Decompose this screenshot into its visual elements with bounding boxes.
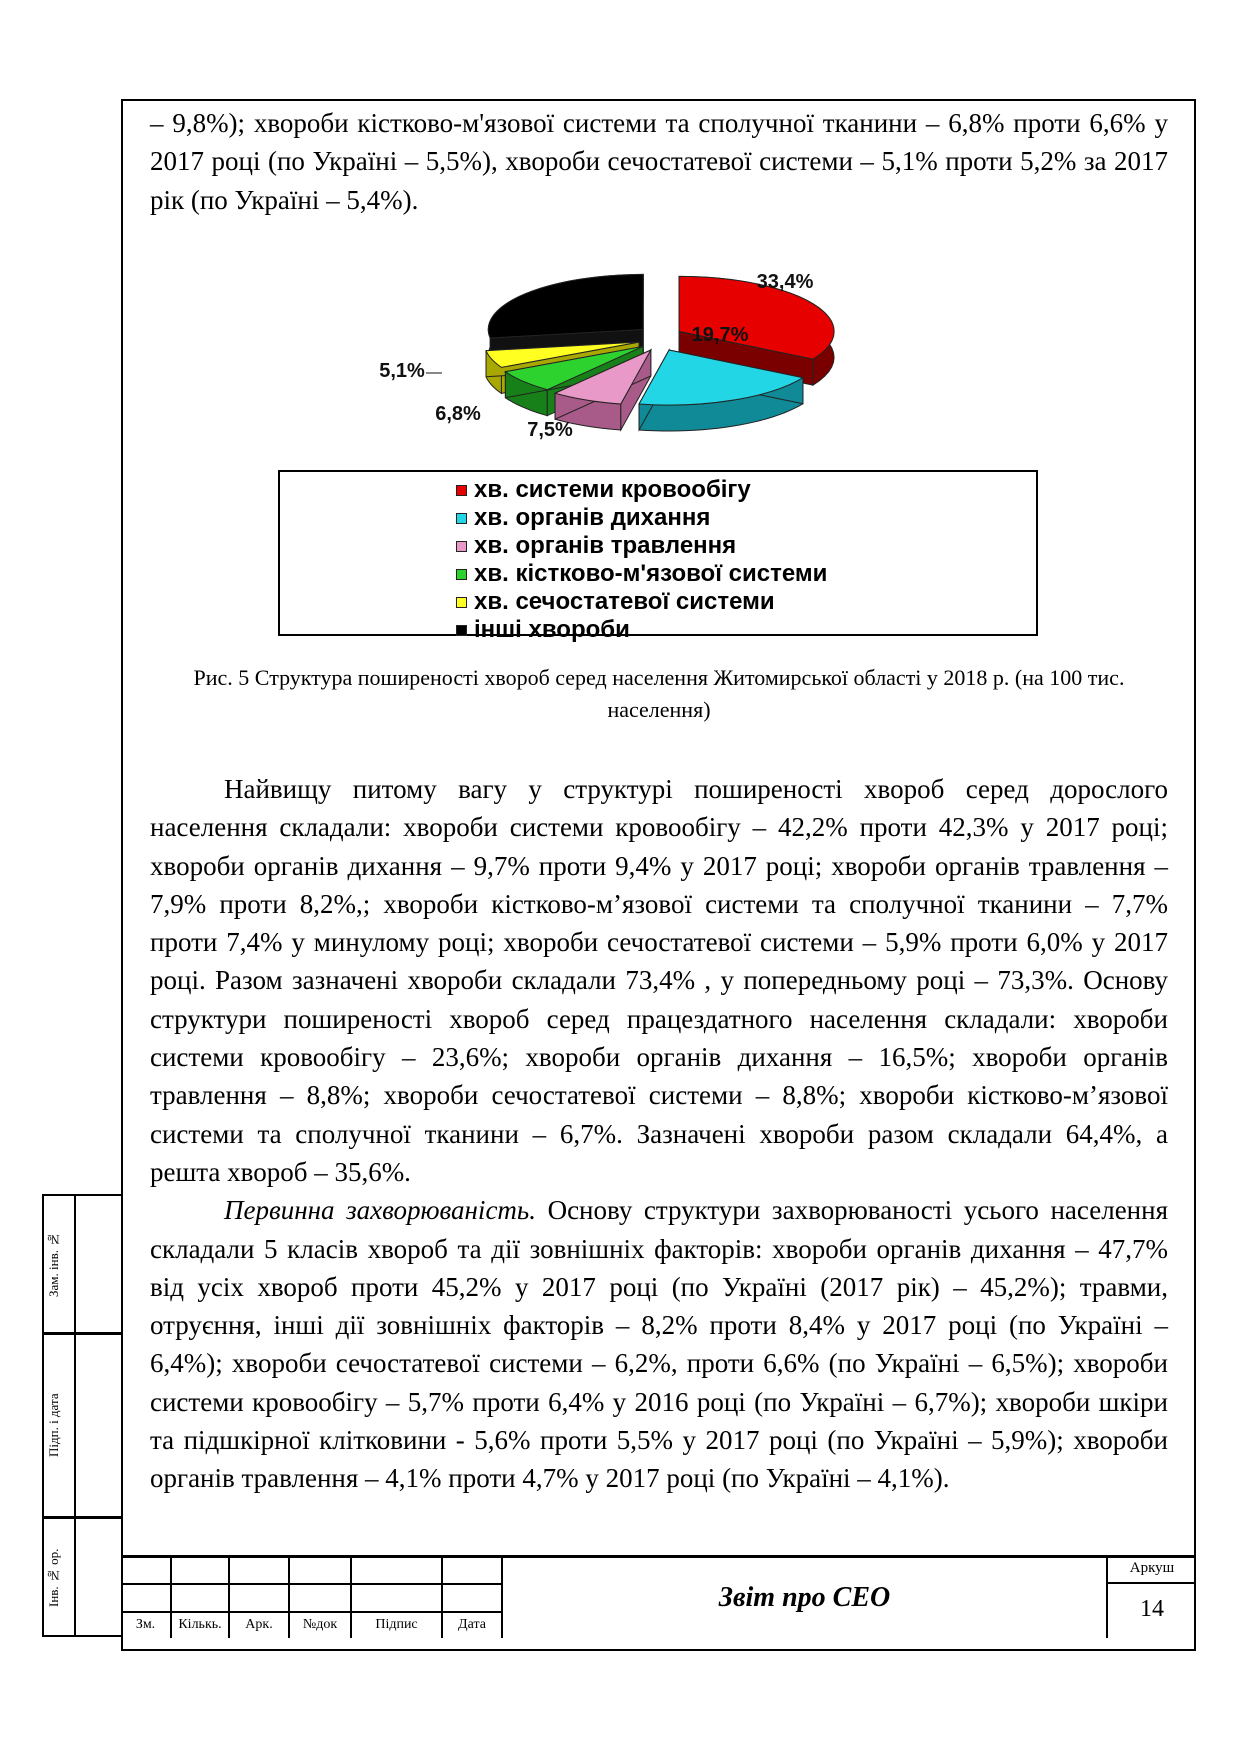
paragraph-text: – 9,8%); хвороби кістково-м'язової системи та сполучної тканини – 6,8% проти 6,6% у 2017 році (по Україні – 5,5%), хвороби сечостатевої системи – 5,1% проти 5,2% за 2017 рік (по Україні – 5,4%).	[150, 108, 1168, 215]
figure-caption: Рис. 5 Структура поширеності хвороб серед населення Житомирської області у 2018 р. (на 100 тис. населення)	[193, 665, 1125, 722]
legend-label: хв. кістково-м'язової системи	[474, 560, 828, 587]
legend-item	[456, 560, 827, 588]
paragraph-rest: Основу структури захворюваності усього населення складали 5 класів хвороб та дії зовнішніх факторів: хвороби органів дихання – 47,7% від усіх хвороб проти 45,2% у 2017 році (по Україні (2017 рік) – 45,2%); травми, отруєння, інші дії зовнішніх факторів – 8,2% проти 8,4% у 2017 році (по Україні – 6,4%); хвороби сечостатевої системи – 6,2%, проти 6,6% (по Україні – 6,5%); хвороби системи кровообігу – 5,7% проти 6,4% у 2016 році (по Україні – 6,7%); хвороби шкіри та підшкірної клітковини - 5,6% проти 5,5% у 2017 році (по Україні – 5,9%); хвороби органів травлення – 4,1% проти 4,7% у 2017 році (по Україні – 4,1%).	[150, 1195, 1168, 1494]
legend-swatch	[456, 597, 467, 608]
legend-label: хв. сечостатевої системи	[474, 588, 775, 615]
paragraph-body	[150, 770, 1168, 1498]
pie-chart	[379, 268, 900, 448]
side-divider	[74, 1196, 76, 1635]
legend-swatch	[456, 513, 467, 524]
legend-item	[456, 504, 827, 532]
paragraph-incidence	[150, 1191, 1168, 1497]
page-number: 14	[1140, 1596, 1164, 1622]
legend-label: хв. системи кровообігу	[474, 476, 751, 503]
slice-label: 19,7%	[691, 324, 749, 346]
legend-swatch	[456, 625, 467, 636]
legend-label: інші хвороби	[474, 616, 630, 643]
legend-swatch	[456, 569, 467, 580]
document-title: Звіт про СЕО	[501, 1558, 1106, 1638]
legend-label: хв. органів травлення	[474, 532, 737, 559]
legend-item	[456, 532, 827, 560]
grid-line	[121, 1583, 501, 1585]
title-block	[121, 1555, 1196, 1637]
slice-label: 7,5%	[527, 419, 573, 441]
slice-label: 33,4%	[756, 271, 814, 293]
header-signature: Підпис	[375, 1617, 418, 1632]
header-doc: №док	[302, 1617, 338, 1632]
slice-label: 6,8%	[435, 403, 481, 425]
paragraph-top	[150, 104, 1168, 219]
sheet-box	[1106, 1558, 1196, 1638]
chart-legend	[278, 470, 1038, 643]
revision-grid	[121, 1558, 501, 1638]
header-sheet: Арк.	[245, 1617, 273, 1632]
side-label-replace: Зам. інв. №	[46, 1231, 61, 1297]
paragraph-prevalence: Найвищу питому вагу у структурі поширеності хвороб серед дорослого населення складали: хвороби системи кровообігу – 42,2% проти 42,3% у 2017 році; хвороби органів дихання – 9,7% проти 9,4% у 2017 році; хвороби органів травлення – 7,9% проти 8,2%,; хвороби кістково-м’язової системи та сполучної тканини – 7,7% проти 7,4% у минулому році; хвороби сечостатевої системи – 5,9% проти 6,0% у 2017 році. Разом зазначені хвороби складали 73,4% , у попередньому році – 73,3%. Основу структури поширеності хвороб серед працездатного населення складали: хвороби системи кровообігу – 23,6%; хвороби органів дихання – 16,5%; хвороби органів травлення – 8,8%; хвороби сечостатевої системи – 8,8%; хвороби кістково-м’язової системи та сполучної тканини – 6,7%. Зазначені хвороби разом складали 64,4%, а решта хвороб – 35,6%.	[150, 774, 1168, 1187]
legend-swatch	[456, 485, 467, 496]
paragraph-lead: Первинна захворюваність.	[224, 1195, 536, 1226]
side-stamp	[42, 1194, 121, 1637]
legend-item	[456, 588, 827, 616]
legend-item	[456, 476, 827, 504]
side-label-sign: Підп. і дата	[46, 1393, 61, 1458]
sheet-label: Аркуш	[1129, 1560, 1175, 1576]
sheet-divider	[1108, 1582, 1196, 1584]
header-date: Дата	[458, 1617, 486, 1632]
side-label-inventory: Інв. № ор.	[46, 1548, 61, 1608]
slice-label: 5,1%	[379, 360, 425, 382]
header-change: Зм.	[135, 1617, 156, 1632]
legend-item	[456, 616, 827, 644]
legend-label: хв. органів дихання	[474, 504, 711, 531]
header-count: Кількь.	[178, 1617, 222, 1632]
legend-list	[456, 476, 827, 644]
legend-swatch	[456, 541, 467, 552]
grid-line	[121, 1611, 501, 1613]
